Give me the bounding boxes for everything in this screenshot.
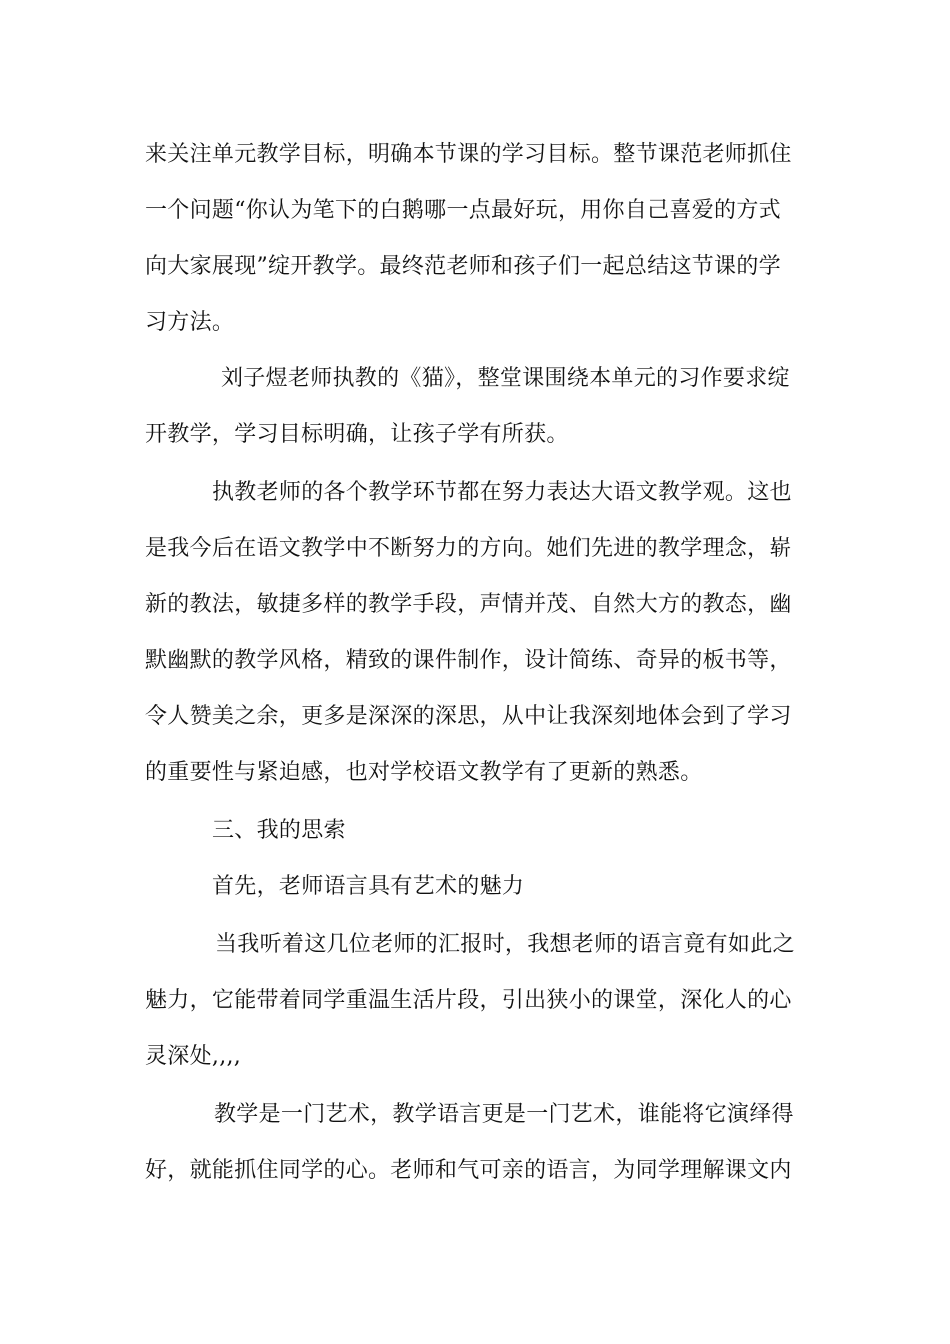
section-heading: 三、我的思索 <box>212 818 346 843</box>
paragraph-line: 魅力，它能带着同学重温生活片段，引出狭小的课堂，深化人的心 <box>145 988 792 1013</box>
paragraph-line: 当我听着这几位老师的汇报时，我想老师的语言竟有如此之 <box>215 932 795 957</box>
paragraph-line: 教学是一门艺术，教学语言更是一门艺术，谁能将它演绎得 <box>214 1102 794 1127</box>
paragraph-line: 一个问题“你认为笔下的白鹅哪一点最好玩，用你自己喜爱的方式 <box>145 198 781 223</box>
paragraph-line: 令人赞美之余，更多是深深的深思，从中让我深刻地体会到了学习 <box>145 704 792 729</box>
paragraph-line: 向大家展现”绽开教学。最终范老师和孩子们一起总结这节课的学 <box>145 254 781 279</box>
paragraph-line: 来关注单元教学目标，明确本节课的学习目标。整节课范老师抓住 <box>145 142 792 167</box>
paragraph-line: 执教老师的各个教学环节都在努力表达大语文教学观。这也 <box>212 480 792 505</box>
paragraph-line: 是我今后在语文教学中不断努力的方向。她们先进的教学理念，崭 <box>145 536 792 561</box>
subheading: 首先，老师语言具有艺术的魅力 <box>212 874 525 899</box>
paragraph-line: 刘子煜老师执教的《猫》，整堂课围绕本单元的习作要求绽 <box>221 366 790 391</box>
paragraph-line: 默幽默的教学风格，精致的课件制作，设计简练、奇异的板书等， <box>145 648 792 673</box>
paragraph-line: 习方法。 <box>145 310 235 335</box>
paragraph-line: 灵深处,,,, <box>145 1044 242 1069</box>
paragraph-line: 的重要性与紧迫感，也对学校语文教学有了更新的熟悉。 <box>145 760 703 785</box>
paragraph-line: 开教学，学习目标明确，让孩子学有所获。 <box>145 422 569 447</box>
paragraph-line: 新的教法，敏捷多样的教学手段，声情并茂、自然大方的教态，幽 <box>145 592 792 617</box>
paragraph-line: 好，就能抓住同学的心。老师和气可亲的语言，为同学理解课文内 <box>145 1158 792 1183</box>
